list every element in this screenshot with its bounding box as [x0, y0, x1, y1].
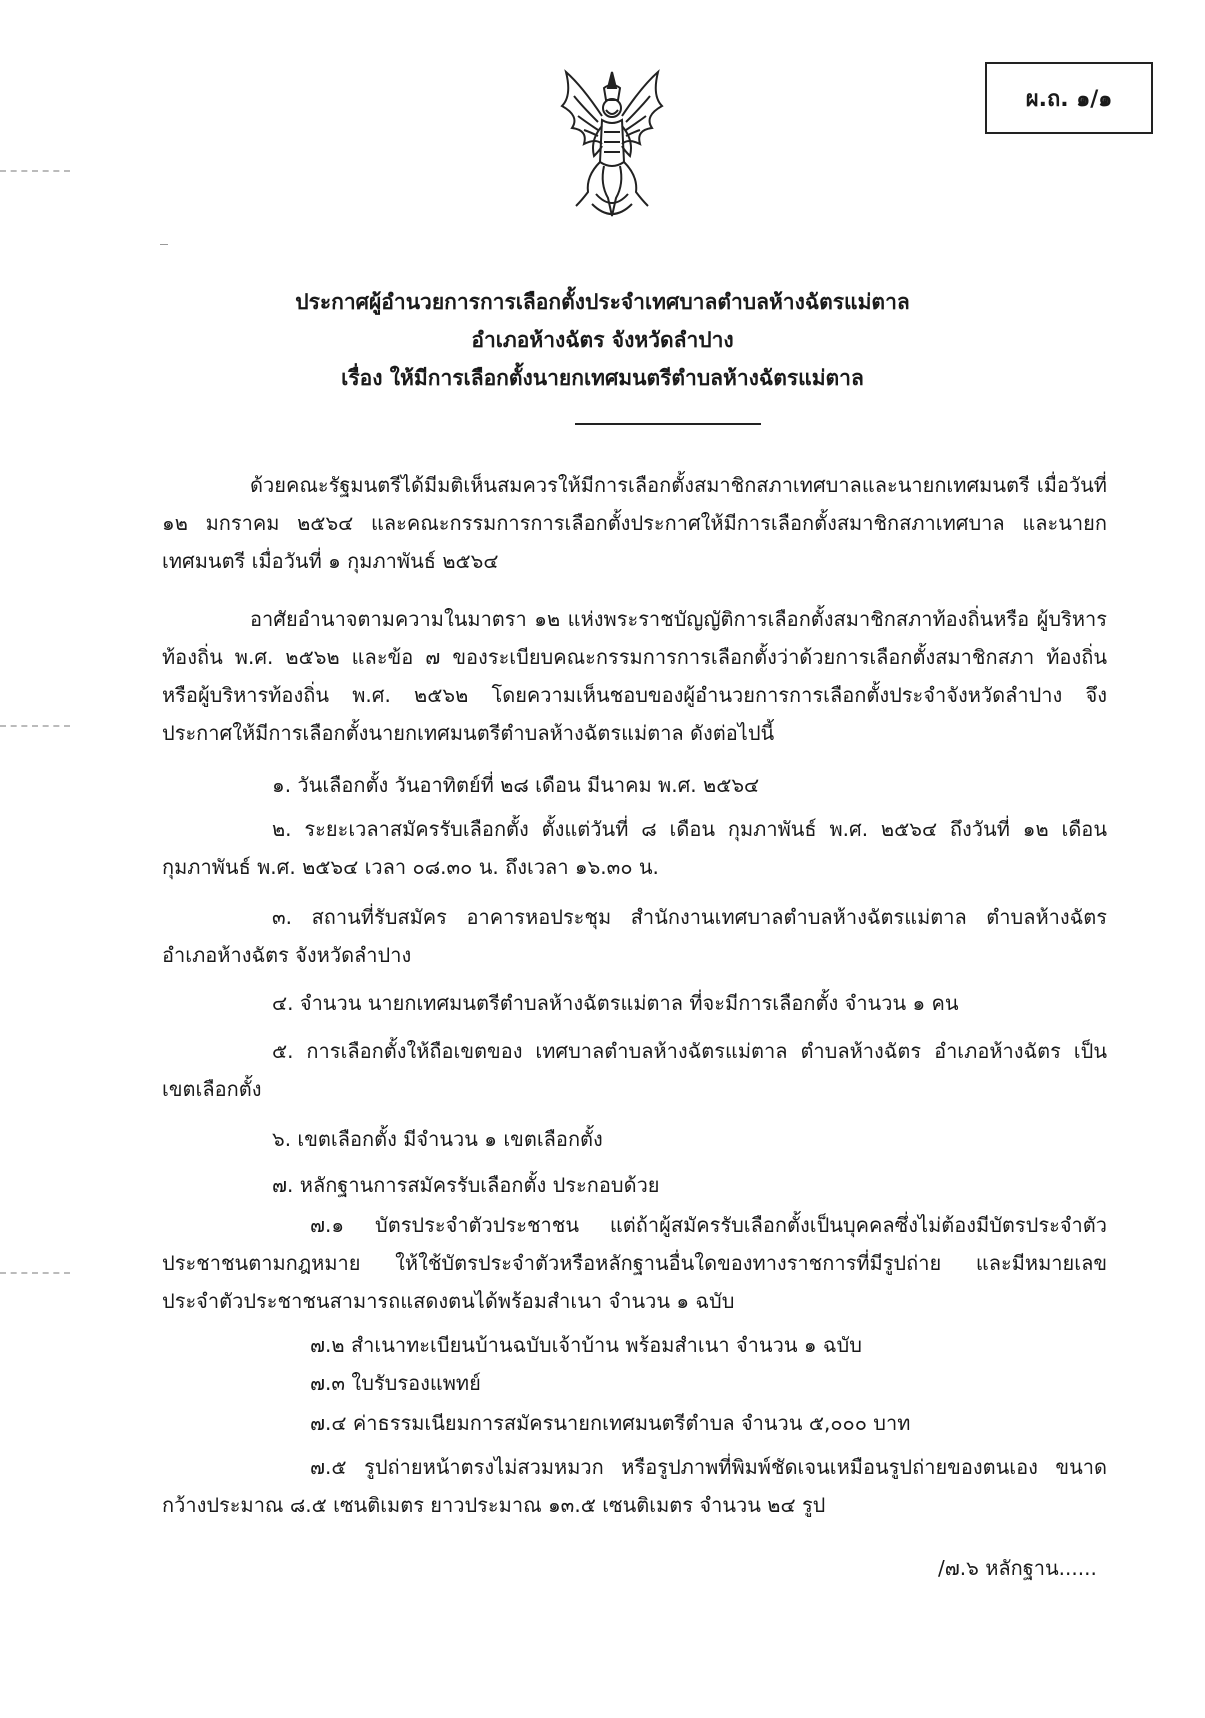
item-number-of-mayors: ๔. จำนวน นายกเทศมนตรีตำบลห้างฉัตรแม่ตาล ที่จะมีการเลือกตั้ง จำนวน ๑ คน [272, 991, 959, 1015]
subitem-house-registration: ๗.๒ สำเนาทะเบียนบ้านฉบับเจ้าบ้าน พร้อมสำเนา จำนวน ๑ ฉบับ [310, 1333, 862, 1357]
item-application-period: ๒. ระยะเวลาสมัครรับเลือกตั้ง ตั้งแต่วันที่ ๘ เดือน กุมภาพันธ์ พ.ศ. ๒๕๖๔ ถึงวันที่ ๑๒ เดือน กุมภาพันธ์ พ.ศ. ๒๕๖๔ เวลา ๐๘.๓๐ น. ถึงเวลา ๑๖.๓๐ น. [162, 817, 1107, 879]
item-application-place: ๓. สถานที่รับสมัคร อาคารหอประชุม สำนักงานเทศบาลตำบลห้างฉัตรแม่ตาล ตำบลห้างฉัตร อำเภอห้างฉัตร จังหวัดลำปาง [162, 905, 1107, 967]
paragraph-authority: อาศัยอำนาจตามความในมาตรา ๑๒ แห่งพระราชบัญญัติการเลือกตั้งสมาชิกสภาท้องถิ่นหรือ ผู้บริหารท้องถิ่น พ.ศ. ๒๕๖๒ และข้อ ๗ ของระเบียบคณะกรรมการการเลือกตั้งว่าด้วยการเลือกตั้งสมาชิกสภา ท้องถิ่นหรือผู้บริหารท้องถิ่น พ.ศ. ๒๕๖๒ โดยความเห็นชอบของผู้อำนวยการการเลือกตั้งประจำจังหวัดลำปาง จึงประกาศให้มีการเลือกตั้งนายกเทศมนตรีตำบลห้างฉัตรแม่ตาล ดังต่อไปนี้ [162, 607, 1107, 745]
subitem-medical-certificate: ๗.๓ ใบรับรองแพทย์ [310, 1371, 481, 1395]
paragraph-preamble: ด้วยคณะรัฐมนตรีได้มีมติเห็นสมควรให้มีการเลือกตั้งสมาชิกสภาเทศบาลและนายกเทศมนตรี เมื่อวันที่ ๑๒ มกราคม ๒๕๖๔ และคณะกรรมการการเลือกตั้งประกาศให้มีการเลือกตั้งสมาชิกสภาเทศบาล และนายกเทศมนตรี เมื่อวันที่ ๑ กุมภาพันธ์ ๒๕๖๔ [162, 473, 1107, 573]
continuation-note: /๗.๖ หลักฐาน...... [938, 1556, 1097, 1580]
item-election-date: ๑. วันเลือกตั้ง วันอาทิตย์ที่ ๒๘ เดือน มีนาคม พ.ศ. ๒๕๖๔ [272, 773, 760, 797]
garuda-emblem-icon [552, 66, 672, 226]
item-constituency: ๕. การเลือกตั้งให้ถือเขตของ เทศบาลตำบลห้างฉัตรแม่ตาล ตำบลห้างฉัตร อำเภอห้างฉัตร เป็นเขตเลือกตั้ง [162, 1039, 1107, 1101]
title-subject: เรื่อง ให้มีการเลือกตั้งนายกเทศมนตรีตำบลห้างฉัตรแม่ตาล [341, 366, 864, 390]
title-divider [575, 423, 761, 425]
subitem-id-card: ๗.๑ บัตรประจำตัวประชาชน แต่ถ้าผู้สมัครรับเลือกตั้งเป็นบุคคลซึ่งไม่ต้องมีบัตรประจำตัว ประชาชนตามกฎหมาย ให้ใช้บัตรประจำตัวหรือหลักฐานอื่นใดของทางราชการที่มีรูปถ่าย และมีหมายเลข ประจำตัวประชาชนสามารถแสดงตนได้พร้อมสำเนา จำนวน ๑ ฉบับ [162, 1213, 1107, 1313]
title-line-2: อำเภอห้างฉัตร จังหวัดลำปาง [471, 328, 734, 352]
title-line-1: ประกาศผู้อำนวยการการเลือกตั้งประจำเทศบาลตำบลห้างฉัตรแม่ตาล [295, 290, 910, 314]
scan-edge-mark [0, 725, 70, 727]
scan-tick-mark [160, 244, 168, 245]
subitem-application-fee: ๗.๔ ค่าธรรมเนียมการสมัครนายกเทศมนตรีตำบล จำนวน ๕,๐๐๐ บาท [310, 1411, 911, 1435]
subitem-photographs: ๗.๕ รูปถ่ายหน้าตรงไม่สวมหมวก หรือรูปภาพที่พิมพ์ชัดเจนเหมือนรูปถ่ายของตนเอง ขนาดกว้างประมาณ ๘.๕ เซนติเมตร ยาวประมาณ ๑๓.๕ เซนติเมตร จำนวน ๒๔ รูป [162, 1455, 1107, 1517]
form-code-box: ผ.ถ. ๑/๑ [985, 62, 1153, 134]
scan-edge-mark [0, 170, 70, 172]
item-required-documents: ๗. หลักฐานการสมัครรับเลือกตั้ง ประกอบด้วย [272, 1173, 660, 1197]
item-constituency-count: ๖. เขตเลือกตั้ง มีจำนวน ๑ เขตเลือกตั้ง [272, 1127, 603, 1151]
scan-edge-mark [0, 1272, 70, 1274]
